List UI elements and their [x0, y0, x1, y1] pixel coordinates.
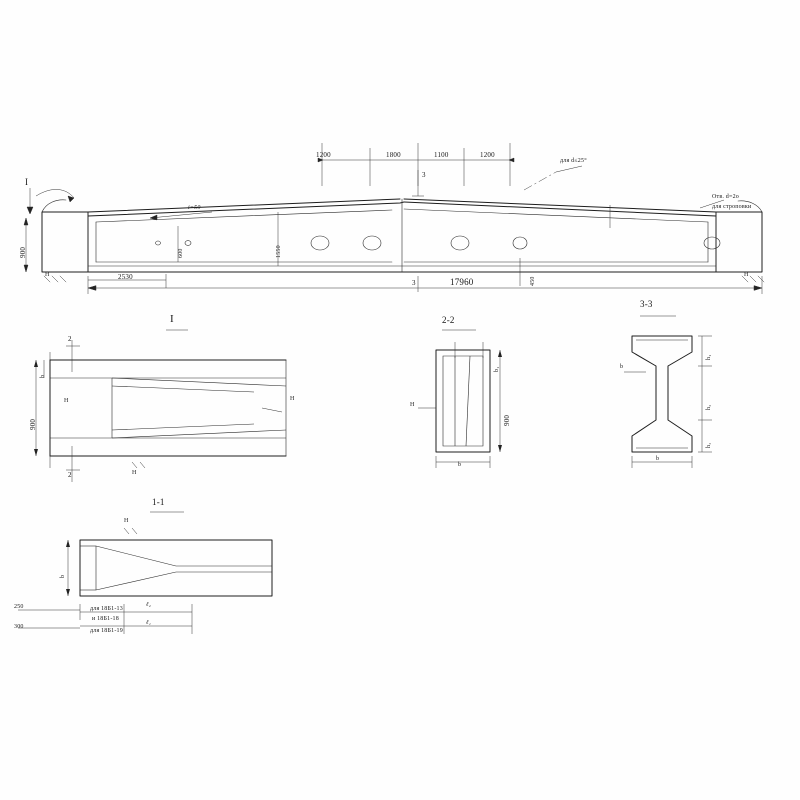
section-2-2-title: 2-2: [442, 315, 455, 325]
section-1-1-dim-300: 300: [14, 624, 24, 630]
elevation-overall-dimension: [88, 258, 762, 294]
section-3-3-flange-width: b: [656, 456, 660, 462]
view-mark-I: I: [25, 177, 29, 187]
dim-900-left: 900: [19, 246, 27, 258]
dim-1200-a: 1200: [316, 151, 331, 159]
section-1-1-view: [18, 512, 272, 634]
section-1-1-note-3: для 18Б1-19: [90, 628, 123, 634]
section-I-mark-2-top: 2: [68, 335, 72, 343]
section-3-3-title: 3-3: [640, 299, 653, 309]
section-1-1-title: 1-1: [152, 497, 165, 507]
section-I-mark-H-bottom: Н: [132, 470, 137, 476]
section-1-1-note-2: и 18Б1-18: [92, 616, 119, 622]
section-I-mark-2-bottom: 2: [68, 471, 72, 479]
section-3-3-h1: h₁: [706, 354, 712, 360]
section-2-2-width-b: b: [458, 462, 462, 468]
section-1-1-dim-l1: ℓ₁: [146, 620, 151, 626]
section-2-2-mark-H: Н: [410, 402, 415, 408]
section-1-1-dim-l2: ℓ₂: [146, 602, 151, 608]
lifting-note-1: Отв. d=2о: [712, 194, 739, 200]
mark-H-right: Н: [744, 272, 749, 278]
dim-1550: 1550: [276, 245, 282, 258]
section-3-3-h3: h₃: [706, 442, 712, 448]
section-mark-3-top: 3: [422, 171, 426, 179]
section-3-3-web-mark: b: [620, 364, 624, 370]
section-1-1-dim-250: 250: [14, 604, 24, 610]
section-2-2-top-mark: b₁: [494, 366, 500, 372]
dim-600: 600: [178, 248, 184, 258]
mark-H-left: Н: [45, 272, 50, 278]
dim-2530: 2530: [118, 273, 133, 281]
section-2-2-height-900: 900: [503, 414, 511, 426]
section-3-3-h2: h₂: [706, 404, 712, 410]
section-1-1-mark-H: Н: [124, 518, 129, 524]
section-I-width-b: b: [40, 374, 46, 378]
section-3-3-view: [624, 316, 712, 468]
section-mark-3-bottom: 3: [412, 279, 416, 287]
lifting-note-2: для строповки: [712, 204, 752, 210]
elevation-beam: [42, 199, 764, 282]
section-I-mark-H-right: Н: [290, 396, 295, 402]
section-1-1-left-b: b: [60, 574, 66, 578]
section-I-title: I: [170, 313, 174, 325]
elevation-top-dimension-chain: [318, 143, 514, 186]
section-I-height-900: 900: [29, 418, 37, 430]
dim-1800: 1800: [386, 151, 401, 159]
section-1-1-note-1: для 18Б1-13: [90, 606, 123, 612]
dim-450: 450: [530, 276, 536, 286]
dim-1100: 1100: [434, 151, 449, 159]
dim-overall-length: 17960: [450, 277, 474, 287]
section-2-2-view: [418, 342, 502, 468]
section-I-view: [34, 340, 286, 482]
dim-1200-b: 1200: [480, 151, 495, 159]
section-I-mark-H-inner: Н: [64, 398, 69, 404]
angle-note: для d≤25°: [560, 158, 587, 164]
slope-note: i=50: [188, 205, 201, 211]
